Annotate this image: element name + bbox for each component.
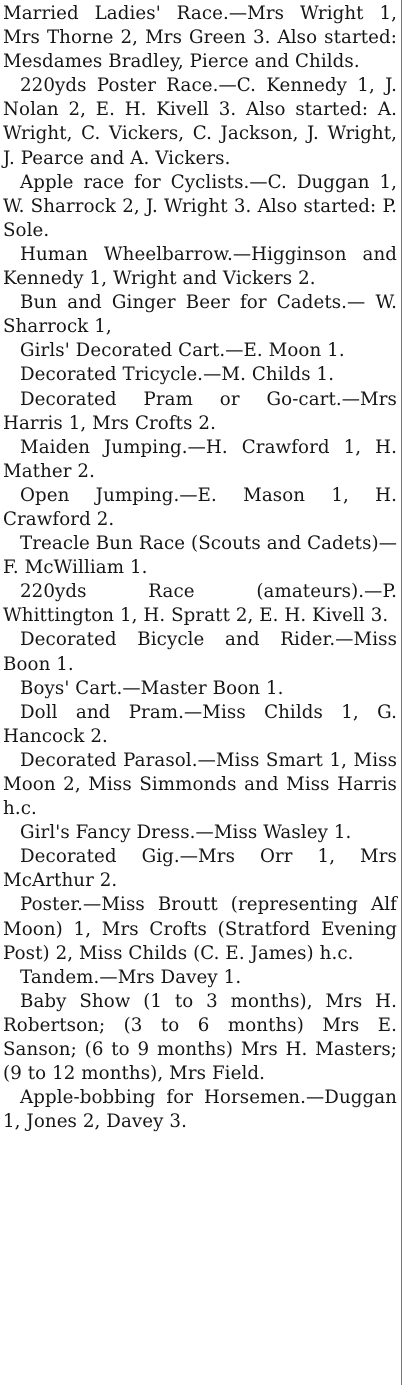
result-maiden-jumping: Maiden Jumping.—H. Crawford 1, H. Mather 2. (3, 436, 397, 482)
result-220yds-poster-race: 220yds Poster Race.—C. Kennedy 1, J. Nolan 2, E. H. Kivell 3. Also started: A. Wright, C. Vickers, C. Jackson, J. Wright, J. Pearce and A. Vickers. (3, 75, 397, 169)
result-decorated-pram: Decorated Pram or Go-cart.—Mrs Harris 1, Mrs Crofts 2. (3, 388, 397, 434)
result-apple-bobbing-horsemen: Apple-bobbing for Horsemen.—Duggan 1, Jones 2, Davey 3. (3, 1087, 397, 1133)
result-220yds-race-amateurs: 220yds Race (amateurs).—P. Whittington 1, H. Spratt 2, E. H. Kivell 3. (3, 581, 397, 627)
result-baby-show: Baby Show (1 to 3 months), Mrs H. Robertson; (3 to 6 months) Mrs E. Sanson; (6 to 9 months) Mrs H. Masters; (9 to 12 months), Mrs Field. (3, 990, 397, 1085)
result-tandem: Tandem.—Mrs Davey 1. (20, 966, 242, 988)
result-open-jumping: Open Jumping.—E. Mason 1, H. Crawford 2. (3, 484, 397, 530)
result-bun-ginger-beer: Bun and Ginger Beer for Cadets.— W. Sharrock 1, (3, 292, 397, 338)
result-girls-fancy-dress: Girl's Fancy Dress.—Miss Wasley 1. (20, 822, 352, 844)
result-decorated-tricycle: Decorated Tricycle.—M. Childs 1. (20, 364, 335, 386)
result-human-wheelbarrow: Human Wheelbarrow.—Higginson and Kennedy 1, Wright and Vickers 2. (3, 243, 397, 290)
result-boys-cart: Boys' Cart.—Master Boon 1. (20, 677, 284, 699)
result-decorated-parasol: Decorated Parasol.—Miss Smart 1, Miss Moon 2, Miss Simmonds and Miss Harris h.c. (3, 749, 397, 820)
result-married-ladies-race: Married Ladies' Race.—Mrs Wright 1, Mrs Thorne 2, Mrs Green 3. Also started: Mesdames Bradley, Pierce and Childs. (3, 3, 397, 73)
result-doll-and-pram: Doll and Pram.—Miss Childs 1, G. Hancock 2. (3, 701, 397, 747)
result-decorated-gig: Decorated Gig.—Mrs Orr 1, Mrs McArthur 2. (3, 846, 397, 892)
result-decorated-bicycle: Decorated Bicycle and Rider.—Miss Boon 1. (3, 629, 397, 675)
result-apple-race-cyclists: Apple race for Cyclists.—C. Duggan 1, W. Sharrock 2, J. Wright 3. Also started: P. Sole. (3, 171, 397, 241)
result-treacle-bun-race: Treacle Bun Race (Scouts and Cadets)—F. McWilliam 1. (3, 533, 397, 579)
result-girls-decorated-cart: Girls' Decorated Cart.—E. Moon 1. (20, 340, 345, 362)
column-rule (401, 0, 402, 1385)
result-poster: Poster.—Miss Broutt (representing Alf Moon) 1, Mrs Crofts (Stratford Evening Post) 2, Miss Childs (C. E. James) h.c. (3, 894, 397, 964)
